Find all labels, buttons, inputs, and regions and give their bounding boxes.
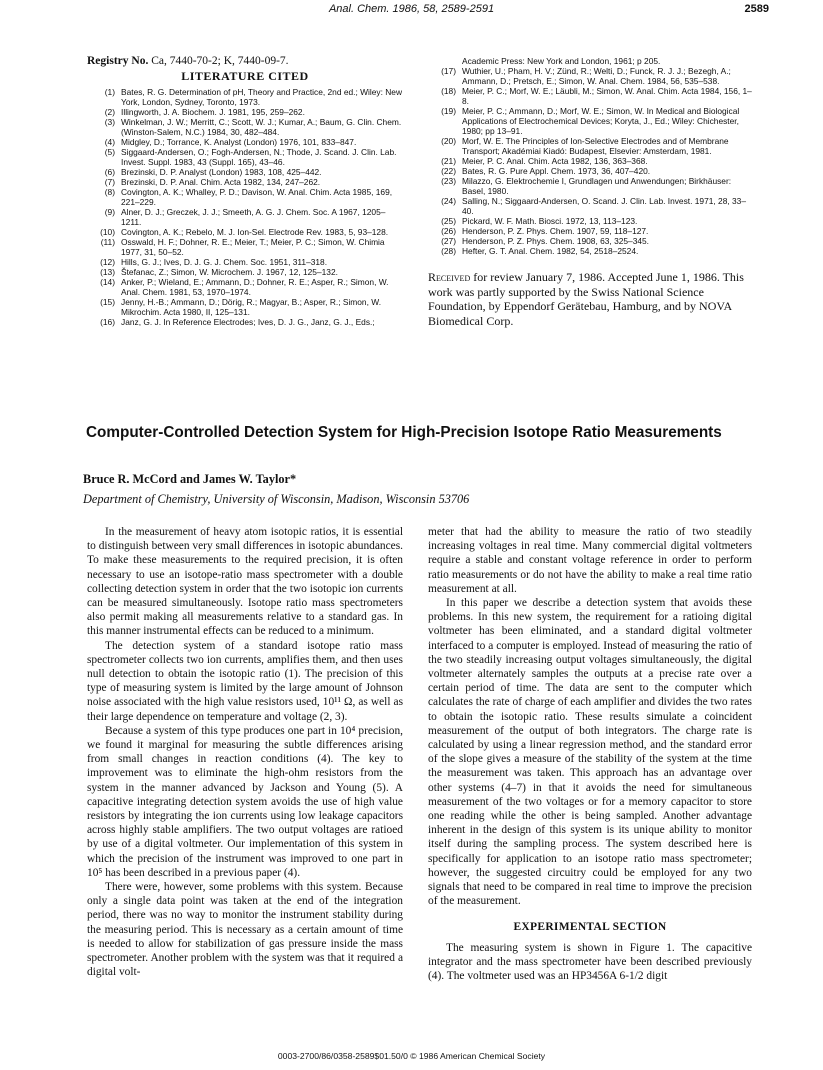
- reference-number: (16): [100, 317, 115, 327]
- reference-number: (15): [100, 297, 115, 307]
- reference-text: Bates, R. G. Pure Appl. Chem. 1973, 36, 407–420.: [462, 166, 651, 176]
- reference-number: (5): [104, 147, 115, 157]
- reference-number: (20): [441, 136, 456, 146]
- reference-item: [428, 166, 752, 176]
- reference-item: [87, 237, 403, 257]
- body-right-column: [428, 525, 752, 983]
- reference-text: Brezinski, D. P. Analyst (London) 1983, 108, 425–442.: [121, 167, 322, 177]
- references-right-column: [428, 56, 752, 328]
- reference-list-left: [87, 87, 403, 327]
- reference-text: Alner, D. J.; Greczek, J. J.; Smeeth, A. G. J. Chem. Soc. A 1967, 1205–1211.: [121, 207, 386, 227]
- reference-item: [428, 66, 752, 86]
- body-paragraph: meter that had the ability to measure the ratio of two steadily increasing voltages in real time. Many commercial digital voltmeters require a stable and constant voltage reference in order to perform ratio measurements or do not have the ability to make a real time ratio measurement at all.: [428, 526, 752, 595]
- registry-numbers: [87, 56, 403, 66]
- body-paragraph: In the measurement of heavy atom isotopic ratios, it is essential to distinguish between very small differences in isotopic abundances. To make these measurements to the required precision, it is often necessary to use an isotope-ratio mass spectrometer with a double collecting detection system in order that the two isotopic ion currents can be measured simultaneously. Isotope ratio mass spectrometers also permit making all measurements relative to a standard gas. In this manner instrumental effects can be reduced to a minimum.: [87, 526, 403, 638]
- experimental-paragraph: The measuring system is shown in Figure 1. The capacitive integrator and the mass spectrometer have been described previously (4). The voltmeter used was an HP3456A 6-1/2 digit: [428, 941, 752, 983]
- reference-number: (6): [104, 167, 115, 177]
- reference-text: Hills, G. J.; Ives, D. J. G. J. Chem. Soc. 1951, 311–318.: [121, 257, 328, 267]
- reference-item: [87, 147, 403, 167]
- reference-text: Henderson, P. Z. Phys. Chem. 1907, 59, 118–127.: [462, 226, 649, 236]
- reference-number: (12): [100, 257, 115, 267]
- reference-number: (7): [104, 177, 115, 187]
- reference-number: (24): [441, 196, 456, 206]
- reference-text: Jenny, H.-B.; Ammann, D.; Dörig, R.; Magyar, B.; Asper, R.; Simon, W. Mikrochim. Acta 1980, II, 125–131.: [121, 297, 382, 317]
- reference-item: [87, 297, 403, 317]
- reference-item: [87, 107, 403, 117]
- reference-item: [87, 257, 403, 267]
- reference-list-right: [428, 56, 752, 256]
- reference-item: [87, 167, 403, 177]
- reference-item: [87, 207, 403, 227]
- article-title: Computer-Controlled Detection System for High-Precision Isotope Ratio Measurements: [86, 424, 722, 441]
- body-paragraph: There were, however, some problems with this system. Because only a single data point was taken at the end of the integration period, there was no way to monitor the instrument stability during the measuring period. This is necessary as a certain amount of time is needed to allow for stabilization of gas pressure inside the mass spectrometer. Another problem with the system was that it required a digital volt-: [87, 881, 403, 979]
- reference-text: Academic Press: New York and London, 1961; p 205.: [462, 56, 661, 66]
- reference-number: (23): [441, 176, 456, 186]
- reference-text: Covington, A. K.; Rebelo, M. J. Ion-Sel. Electrode Rev. 1983, 5, 93–128.: [121, 227, 389, 237]
- references-left-column: [87, 56, 403, 327]
- reference-item: [428, 156, 752, 166]
- body-right-paragraphs: [428, 525, 752, 908]
- reference-text: Osswald, H. F.; Dohner, R. E.; Meier, T.; Meier, P. C.; Simon, W. Chimia 1977, 31, 50–52.: [121, 237, 385, 257]
- reference-item: [428, 236, 752, 246]
- reference-number: (28): [441, 246, 456, 256]
- reference-item: [87, 177, 403, 187]
- reference-item: [428, 246, 752, 256]
- reference-item: [87, 227, 403, 237]
- reference-text: Meier, P. C.; Ammann, D.; Morf, W. E.; Simon, W. In Medical and Biological Applications of Electrochemical Devices; Koryta, J., Ed.; Wiley: Chichester, 1980; pp 13–91.: [462, 106, 740, 136]
- reference-number: (14): [100, 277, 115, 287]
- reference-number: (4): [104, 137, 115, 147]
- article-affiliation: Department of Chemistry, University of Wisconsin, Madison, Wisconsin 53706: [83, 492, 470, 506]
- reference-text: Štefanac, Z.; Simon, W. Microchem. J. 1967, 12, 125–132.: [121, 267, 338, 277]
- reference-item: [428, 196, 752, 216]
- reference-text: Meier, P. C.; Morf, W. E.; Läubli, M.; Simon, W. Anal. Chim. Acta 1984, 156, 1–8.: [462, 86, 752, 106]
- reference-item: [428, 86, 752, 106]
- reference-number: (8): [104, 187, 115, 197]
- reference-text: Milazzo, G. Elektrochemie I, Grundlagen und Anwendungen; Birkhäuser: Basel, 1980.: [462, 176, 732, 196]
- body-paragraph: The detection system of a standard isotope ratio mass spectrometer collects two ion currents, amplifies them, and then uses null detection to obtain the isotopic ratio (1). The precision of this type of measuring system is limited by the large amount of Johnson noise associated with the high value resistors used, 10¹¹ Ω, as well as their large dependence on temperature and voltage (2, 3).: [87, 639, 403, 723]
- reference-number: (19): [441, 106, 456, 116]
- reference-text: Pickard, W. F. Math. Biosci. 1972, 13, 113–123.: [462, 216, 638, 226]
- received-text: for review January 7, 1986. Accepted June 1, 1986. This work was partly supported by the Swiss National Science Foundation, by Eppendorf Gerätebau, Hamburg, and by NOVA Biomedical Corp.: [428, 270, 744, 328]
- reference-item: [428, 56, 752, 66]
- reference-item: [87, 117, 403, 137]
- registry-label: Registry No.: [87, 55, 149, 67]
- reference-number: (18): [441, 86, 456, 96]
- reference-item: [87, 87, 403, 107]
- body-paragraph: Because a system of this type produces one part in 10⁴ precision, we found it marginal for measuring the subtle differences arising from small changes in reaction conditions (4). The key to improvement was to eliminate the high-ohm resistors from the system in the manner advanced by Jackson and Young (5). A capacitive integrating detection system avoids the use of high value resistors by integrating the ion currents using low leakage capacitors across highly stable amplifiers. The two output voltages are ratioed by use of a digital voltmeter. Our implementation of this system in which the precision of the instrument was improved to one part in 10⁵ has been described in a previous paper (4).: [87, 724, 403, 879]
- reference-number: (9): [104, 207, 115, 217]
- reference-text: Anker, P.; Wieland, E.; Ammann, D.; Dohner, R. E.; Asper, R.; Simon, W. Anal. Chem. 1981, 53, 1970–1974.: [121, 277, 389, 297]
- reference-text: Hefter, G. T. Anal. Chem. 1982, 54, 2518–2524.: [462, 246, 639, 256]
- reference-number: (3): [104, 117, 115, 127]
- reference-text: Brezinski, D. P. Anal. Chim. Acta 1982, 134, 247–262.: [121, 177, 321, 187]
- body-left-column: [87, 525, 403, 980]
- received-label: Received: [428, 270, 471, 284]
- reference-text: Covington, A. K.; Whalley, P. D.; Davison, W. Anal. Chim. Acta 1985, 169, 221–229.: [121, 187, 393, 207]
- reference-item: [428, 216, 752, 226]
- reference-item: [428, 106, 752, 136]
- reference-number: (17): [441, 66, 456, 76]
- received-note: [428, 270, 752, 328]
- reference-number: (10): [100, 227, 115, 237]
- reference-text: Midgley, D.; Torrance, K. Analyst (London) 1976, 101, 833–847.: [121, 137, 357, 147]
- body-paragraph: In this paper we describe a detection system that avoids these problems. In this new system, the requirement for a ratioing digital voltmeter has been eliminated, and a standard digital voltmeter interfaced to a computer is employed. Instead of measuring the ratio of the two steadily increasing output voltages simultaneously, the digital voltmeter alternately samples the outputs at a precise rate over a certain period of time. The data are sent to the computer which calculates the rate of charge of each amplifier and divides the two rates to obtain the isotopic ratio. These results simulate a coincident measurement of the output of both integrators. The charge rate is calculated by using a linear regression method, and the standard error of the slope gives a measure of the stability of the system at the time the measurement was taken. This approach has an advantage over other systems (4–7) in that it avoids the need for simultaneous measurement of the two voltages or for a memory capacitor to store one reading while the other is being sampled. Another advantage inherent in the design of this system is its unique ability to monitor itself during the sampling process. The system described here is specifically for application to an isotope ratio mass spectrometer; however, the suggested circuitry could be employed for any two signals that need to be compared in real time to improve the precision of the measurement.: [428, 597, 752, 908]
- reference-text: Meier, P. C. Anal. Chim. Acta 1982, 136, 363–368.: [462, 156, 648, 166]
- reference-number: (26): [441, 226, 456, 236]
- copyright-footer: 0003-2700/86/0358-2589$01.50/0 © 1986 American Chemical Society: [277, 1051, 546, 1061]
- reference-text: Illingworth, J. A. Biochem. J. 1981, 195, 259–262.: [121, 107, 305, 117]
- reference-number: (1): [104, 87, 115, 97]
- reference-text: Salling, N.; Siggaard-Andersen, O. Scand. J. Clin. Lab. Invest. 1971, 28, 33–40.: [462, 196, 746, 216]
- reference-item: [87, 267, 403, 277]
- reference-number: (13): [100, 267, 115, 277]
- running-head: Anal. Chem. 1986, 58, 2589-2591: [328, 3, 495, 15]
- article-authors: Bruce R. McCord and James W. Taylor*: [83, 472, 297, 486]
- reference-number: (11): [100, 237, 115, 247]
- reference-text: Wuthier, U.; Pham, H. V.; Zünd, R.; Welti, D.; Funck, R. J. J.; Bezegh, A.; Ammann, D.; Pretsch, E.; Simon, W. Anal. Chem. 1984, 56, 535–538.: [462, 66, 731, 86]
- experimental-section-heading: EXPERIMENTAL SECTION: [513, 921, 667, 934]
- reference-text: Siggaard-Andersen, O.; Fogh-Andersen, N.; Thode, J. Scand. J. Clin. Lab. Invest. Suppl. 1983, 43 (Suppl. 165), 43–46.: [121, 147, 397, 167]
- page-number: 2589: [744, 3, 769, 15]
- literature-cited-heading: LITERATURE CITED: [181, 69, 309, 83]
- body-left-paragraphs: [87, 525, 403, 980]
- reference-number: (22): [441, 166, 456, 176]
- registry-text: Ca, 7440-70-2; K, 7440-09-7.: [151, 55, 289, 67]
- reference-item: [87, 187, 403, 207]
- reference-item: [428, 176, 752, 196]
- reference-text: Henderson, P. Z. Phys. Chem. 1908, 63, 325–345.: [462, 236, 650, 246]
- reference-item: [87, 317, 403, 327]
- reference-item: [87, 137, 403, 147]
- reference-text: Bates, R. G. Determination of pH, Theory and Practice, 2nd ed.; Wiley: New York, London, Sydney, Toronto, 1973.: [121, 87, 402, 107]
- reference-item: [428, 226, 752, 236]
- reference-text: Janz, G. J. In Reference Electrodes; Ives, D. J. G., Janz, G. J., Eds.;: [121, 317, 375, 327]
- reference-number: (27): [441, 236, 456, 246]
- reference-item: [428, 136, 752, 156]
- reference-number: (2): [104, 107, 115, 117]
- reference-text: Morf, W. E. The Principles of Ion-Selective Electrodes and of Membrane Transport; Akadémiai Kiadó: Budapest, Elsevier: Amsterdam, 1981.: [462, 136, 729, 156]
- reference-number: (21): [441, 156, 456, 166]
- reference-number: (25): [441, 216, 456, 226]
- reference-text: Winkelman, J. W.; Merritt, C.; Scott, W. J.; Kumar, A.; Baum, G. Clin. Chem. (Winston-Salem, N.C.) 1984, 30, 482–484.: [121, 117, 402, 137]
- reference-item: [87, 277, 403, 297]
